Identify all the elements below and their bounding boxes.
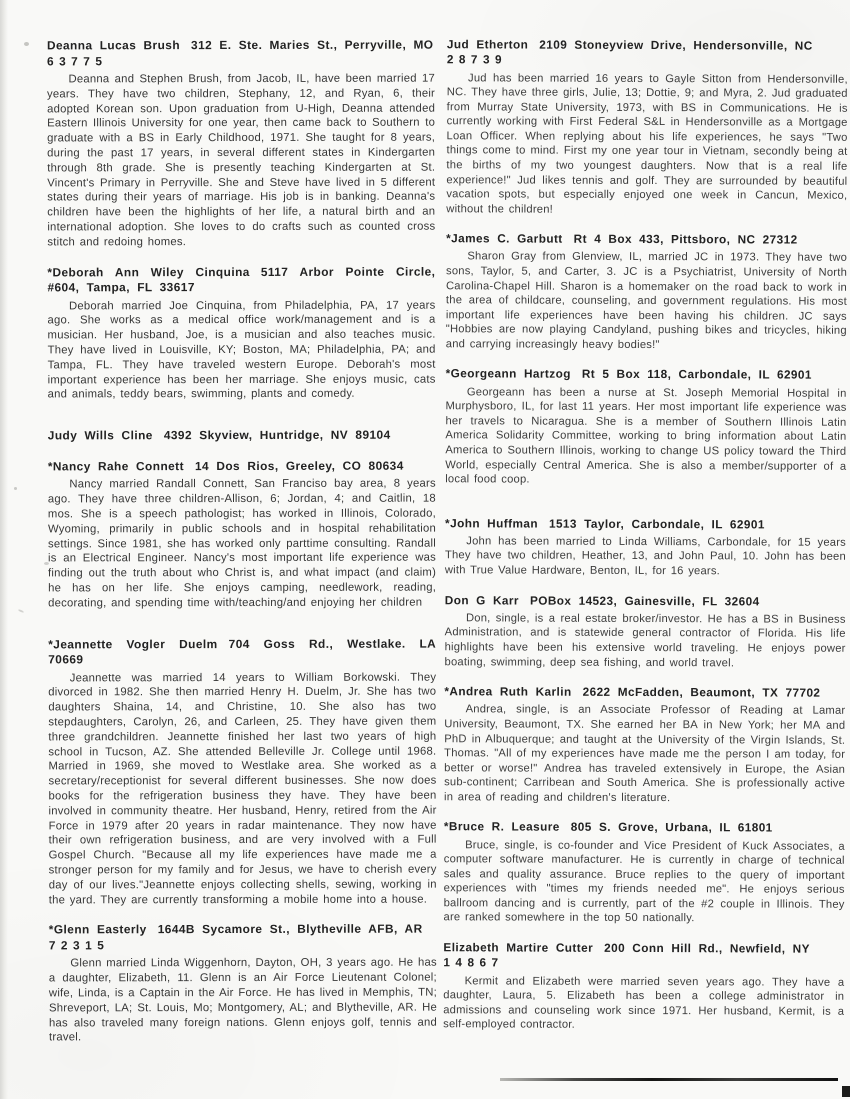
entry-bio: Georgeann has been a nurse at St. Joseph Memorial Hospital in Murphysboro, IL, for last 11 years. Her most important life experience was her travels to Nicaragua. She is a member of Southern Illinois Latin America Solidarity Committee, working to bring information about Latin America to Southern Illinois, working to change US policy toward the Third World, especially Central America. She is also a member/supporter of a local food coop. [445, 386, 847, 486]
entry-header [48, 636, 436, 668]
entry-name: *Georgeann Hartzog [445, 367, 571, 382]
directory-entry [48, 458, 436, 611]
entry-bio: Nancy married Randall Connett, San Franciso bay area, 8 years ago. They have three children-Allison, 6; Jordan, 4; and Caitlin, 18 mos. She is a speech pathologist; has worked in Illinois, Colorado, Wyoming, primarily in public schools and in hospital rehabilitation settings. Since 1981, she has worked only parttime consulting. Randall is an Electrical Engineer. Nancy's most important life experience was finding out the truth about who Christ is, and what impact (and claim) he has on her life. She enjoys camping, needlework, reading, decorating, and spending time with/teaching/and enjoying her children [47, 477, 437, 610]
scan-speck [14, 487, 17, 490]
entry-address: 200 Conn Hill Rd., Newfield, NY [604, 941, 810, 956]
entry-bio: Deborah married Joe Cinquina, from Philadelphia, PA, 17 years ago. She works as a medical office work/management and is a musician. Her husband, Joe, is a musician and also teaches music. They have lived in Louisville, KY; Boston, MA; Philadelphia, PA; and Tampa, FL. They have traveled western Europe. Deborah's most important experience has been her marriage. She enjoys music, cats and animals, teddy bears, swimming, plants and comedy. [47, 299, 436, 401]
left-column [47, 38, 437, 1061]
entry-bio: Sharon Gray from Glenview, IL, married JC in 1973. They have two sons, Taylor, 5, and Carter, 3. JC is a Psychiatrist, University of North Carolina-Chapel Hill. Sharon is a homemaker on the road back to work in the area of childcare, counseling, and government regulations. His most important life experiences have been having his children. JC says "Hobbies are now playing Candyland, pushing bikes and tricycles, hiking and carrying increasingly heavy bodies!" [445, 250, 848, 351]
entry-name: *John Huffman [445, 516, 539, 531]
entry-address: Rt 4 Box 433, Pittsboro, NC 27312 [573, 232, 798, 247]
entry-header [445, 516, 846, 533]
entry-address: POBox 14523, Gainesville, FL 32604 [529, 594, 760, 609]
entry-header [444, 820, 845, 837]
directory-entry [443, 940, 844, 1033]
directory-entry [445, 593, 846, 671]
right-column [443, 37, 848, 1048]
directory-entry [47, 38, 435, 250]
directory-entry [446, 231, 847, 353]
entry-zip: 63775 [46, 53, 108, 68]
directory-entry [47, 264, 435, 402]
entry-name: *Nancy Rahe Connett [47, 458, 184, 474]
entry-header [443, 940, 844, 972]
directory-entry [444, 684, 845, 806]
entry-bio: Bruce, single, is co-founder and Vice President of Kuck Associates, a computer software manufacturer. He is currently in charge of technical sales and quality assurance. Bruce replies to the query of important experiences with "times my friends needed me". He enjoys serious ballroom dancing and is currently, part of the #2 couple in Illinois. They are ranked somewhere in the top 50 nationally. [443, 838, 845, 925]
entry-address: 1513 Taylor, Carbondale, IL 62901 [548, 517, 765, 532]
scan-corner-mark [842, 1086, 850, 1097]
scan-speck [44, 562, 49, 565]
entry-name: Deanna Lucas Brush [46, 38, 181, 53]
entry-address: 4392 Skyview, Huntridge, NV 89104 [163, 427, 391, 443]
entry-name: Don G Karr [444, 593, 519, 608]
entry-header [47, 38, 435, 70]
entry-address: 704 Goss Rd., Westlake. LA 70669 [48, 636, 437, 667]
entry-bio: John has been married to Linda Williams, Carbondale, for 15 years They have two children, Heather, 13, and John Paul, 10. John has been with True Value Hardware, Benton, IL, for 16 years. [444, 535, 847, 578]
entry-header [49, 922, 437, 954]
entry-name: *James C. Garbutt [446, 232, 563, 246]
entry-bio: Jud has been married 16 years to Gayle Sitton from Hendersonville, NC. They have three girls, Julie, 13; Dottie, 9; and Myra, 2. Jud graduated from Murray State University, 1973, with BS in Communications. He is currently working with First Federal S&L in Hendersonville as a Mortgage Loan Officer. When replying about his life experiences, he says "Two things come to mind. First my one year tour in Vietnam, secondly being at the births of my two youngest daughters. Now that is a real life experience!" Jud likes tennis and golf. They are surrounded by beautiful vacation spots, but especially enjoyed one week in Cancun, Mexico, without the children! [446, 71, 848, 216]
entry-header [446, 231, 847, 248]
entry-bio: Glenn married Linda Wiggenhorn, Dayton, OH, 3 years ago. He has a daughter, Elizabeth, 11. Glenn is an Air Force Lieutenant Colonel; wife, Linda, is a Captain in the Air Force. He has lived in Memphis, TN; Shreveport, LA; St. Louis, Mo; Montgomery, AL; and Blytheville, AR. He has also traveled many foreign nations. Glenn enjoys golf, tennis and travel. [48, 956, 438, 1044]
directory-entry [48, 636, 437, 908]
entry-name: *Glenn Easterly [48, 922, 147, 937]
entry-address: 2622 McFadden, Beaumont, TX 77702 [582, 685, 821, 700]
entry-name: *Bruce R. Leasure [443, 820, 560, 835]
entry-name: Judy Wills Cline [47, 428, 153, 443]
entry-header [48, 428, 436, 444]
entry-name: *Jeannette Vogler Duelm [48, 636, 218, 651]
directory-entry [446, 37, 848, 218]
scan-line-artifact [500, 1078, 838, 1081]
entry-address: 1644B Sycamore St., Blytheville AFB, AR [157, 921, 423, 937]
entry-header [446, 367, 847, 384]
directory-entry [48, 428, 436, 444]
entry-bio: Andrea, single, is an Associate Professor of Reading at Lamar University, Beaumont, TX. She earned her BA in New York; her MA and PhD in Albuquerque; and taught at the University of the Virgin Islands, St. Thomas. "All of my experiences have made me the person I am today, for better or worse!" Andrea has traveled extensively in Europe, the Asian sub-continent; Carribean and South America. She is professionally active in area of reading and children's literature. [443, 703, 846, 804]
entry-address: 2109 Stoneyview Drive, Hendersonville, NC [539, 38, 813, 53]
entry-address: 805 S. Grove, Urbana, IL 61801 [570, 821, 773, 835]
entry-header [445, 593, 846, 610]
entry-bio: Deanna and Stephen Brush, from Jacob, IL, have been married 17 years. They have two children, Stephany, 12, and Ryan, 6, their adopted Korean son. Upon graduation from U-High, Deanna attended Eastern Illinois University for one year, then came back to Southern to graduate with a BS in Early Childhood, 1971. She taught for 8 years, during the past 17 years, in several different states in Kindergarten through 8th grade. She is presently teaching Kindergarten at St. Vincent's Primary in Perryville. She and Steve have lived in 5 different states during their years of marriage. His job is in banking. Deanna's children have been the highlights of her life, a natural birth and an international adoption. She loves to do crafts such as counted cross stitch and redoing homes. [47, 72, 436, 249]
entry-bio: Don, single, is a real estate broker/investor. He has a BS in Business Administration, and is statewide general contractor of Florida. His life highlights have been his extensive world traveling. He enjoys power boating, swimming, deep sea fishing, and world travel. [444, 612, 846, 669]
entry-name: Elizabeth Martire Cutter [443, 941, 594, 955]
entry-header [447, 37, 848, 69]
directory-entry [445, 367, 846, 489]
entry-header [47, 264, 435, 296]
directory-entry [49, 922, 437, 1046]
entry-bio: Kermit and Elizabeth were married seven years ago. They have a daughter, Laura, 5. Elizabeth has been a college administrator in admissions and counseling work since 1971. Her husband, Kermit, is a self-employed contractor. [443, 974, 845, 1031]
entry-address: 14 Dos Rios, Greeley, CO 80634 [194, 458, 404, 473]
entry-name: Jud Etherton [446, 38, 529, 52]
entry-address: 312 E. Ste. Maries St., Perryville, MO [191, 37, 434, 53]
entry-header [444, 684, 845, 701]
directory-entry [444, 820, 845, 927]
scan-speck [24, 42, 29, 46]
entry-zip: 28739 [446, 53, 508, 67]
entry-name: *Deborah Ann Wiley Cinquina [47, 264, 250, 280]
directory-entry [445, 516, 846, 580]
entry-zip: 72315 [48, 938, 110, 953]
entry-address: Rt 5 Box 118, Carbondale, IL 62901 [581, 368, 812, 383]
entry-bio: Jeannette was married 14 years to William Borkowski. They divorced in 1982. She then married Henry H. Duelm, Jr. She has two daughters Shaina, 14, and Christine, 10. She also has two stepdaughters, Carolyn, 26, and Carleen, 25. They have given them three grandchildren. Jeannette finished her last two years of high school in Tucson, AZ. She attended Belleville Jr. College until 1968. Married in 1969, she moved to Westlake area. She worked as a secretary/receptionist for several different businesses. She now does books for the refrigeration business they have. They have been involved in community theatre. Her husband, Henry, retired from the Air Force in 1979 after 20 years in radar maintenance. They now have their own refrigeration business, and are very involved with a Full Gospel Church. "Because all my life experiences have made me a stronger person for my family and for Jesus, we have to cherish every day of our lives."Jeannette enjoys collecting shells, sewing, working in the yard. They are currently transforming a mobile home into a house. [48, 671, 437, 906]
entry-name: *Andrea Ruth Karlin [444, 685, 572, 699]
entry-header [48, 458, 436, 474]
entry-address: 5117 Arbor Pointe Circle, #604, Tampa, FL 33617 [47, 264, 436, 295]
entry-zip: 14867 [443, 956, 504, 970]
